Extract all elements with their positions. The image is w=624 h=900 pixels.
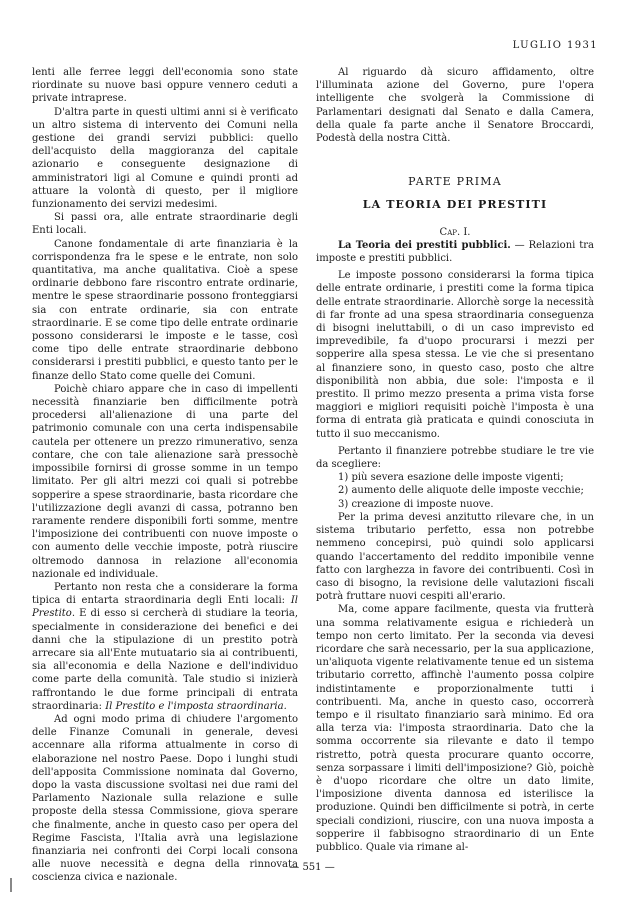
italic-run: Il Prestito e l'imposta straordinaria. xyxy=(105,700,287,712)
paragraph: Ma, come appare facilmente, questa via frutterà una somma relativamente esigua e richiederà un tempo non certo limitato. Per la seconda via devesi ricordare che sarà necessario, per la sua applicazione, un'aliquota vigente relativamente tenue ed un sistema tributario corretto, affinchè l'aumento possa colpire indistintamente e proporzionalmente tutti i contribuenti. Ma, anche in questo caso, occorrerà tempo e il risultato finanziario sarà minimo. Ed ora alla terza via: l'imposta straordinaria. Dato che la somma occorrente sia rilevante e dato il tempo ristretto, potrà questa procurare quanto occorre, senza sorpassare i limiti dell'imposizione? Giò, poichè è d'uopo ricordare che oltre un dato limite, l'imposizione diventa dannosa ed isterilisce la produzione. Quindi ben difficilmente si potrà, in certe speciali condizioni, riuscire, con una nuova imposta a sopperire il fabbisogno straordinario di un Ente pubblico. Quale via rimane al- xyxy=(316,604,594,853)
chapter-heading-bold: La Teoria dei prestiti pubblici. xyxy=(338,239,511,251)
italic-run: Il Prestito xyxy=(32,595,298,620)
paragraph: Si passi ora, alle entrate straordinarie degli Enti locali. xyxy=(32,212,298,237)
paragraph: Pertanto il finanziere potrebbe studiare le tre vie da scegliere: xyxy=(316,445,594,471)
text-run: . E di esso si cercherà di studiare la teoria, specialmente in considerazione dei benefici e dei danni che la stipulazione di un prestito potrà arrecare sia all'Ente mutuatario sia ai contribuenti, sia all'economia e della Nazione e dell'individuo come parte della comunità. Tale studio si inizierà raffrontando le due forme principali di entrata straordinaria: xyxy=(32,608,298,712)
paragraph: Al riguardo dà sicuro affidamento, oltre l'illuminata azione del Governo, pure l'opera intelligente che svolgerà la Commissione di Parlamentari designati dal Senato e dalla Camera, della quale fa parte anche il Senatore Broccardi, Podestà della nostra Città. xyxy=(316,67,594,145)
page-number: — 551 — xyxy=(289,862,335,873)
paragraph: D'altra parte in questi ultimi anni si è verificato un altro sistema di intervento dei Comuni nella gestione dei grandi servizi pubblici: quello dell'acquisto della maggioranza del capitale azionario e conseguente designazione di amministratori ligi al Comune e quindi pronti ad attuare la volontà di questo, per il migliore funzionamento dei servizi medesimi. xyxy=(32,106,298,211)
chapter-heading xyxy=(316,239,594,265)
right-column xyxy=(316,66,594,854)
paragraph: Per la prima devesi anzitutto rilevare che, in un sistema tributario perfetto, essa non potrebbe nemmeno concepirsi, può quindi solo applicarsi quando l'accertamento del reddito imponibile venne fatto con larghezza in favore dei contribuenti. Così in caso di bisogno, la revisione delle valutazioni fiscali potrà fruttare nuovi cespiti all'erario. xyxy=(316,511,594,603)
list-item: 3) creazione di imposte nuove. xyxy=(338,498,494,510)
chapter-heading-rest: — Relazioni tra imposte e prestiti pubblici. xyxy=(316,239,595,265)
list-item: 1) più severa esazione delle imposte vigenti; xyxy=(338,472,564,484)
list-item: 2) aumento delle aliquote delle imposte vecchie; xyxy=(338,485,584,497)
margin-mark xyxy=(10,878,12,892)
paragraph: Le imposte possono considerarsi la forma tipica delle entrate ordinarie, i prestiti come la forma tipica delle entrate straordinarie. Allorchè sorge la necessità di far fronte ad una spesa straordinaria conseguenza di bisogni ineluttabili, o di un caso imprevisto ed imprevedibile, fa d'uopo procurarsi i mezzi per sopperire alla spesa stessa. Le vie che si presentano al finanziere sono, in questo caso, posto che altre disponibilità non abbia, due sole: l'imposta e il prestito. Il primo mezzo presenta a prima vista forse maggiori e migliori requisiti poichè l'imposta è una forma di entrata già praticata e quindi conosciuta in tutto il suo meccanismo. xyxy=(316,270,594,440)
paragraph xyxy=(32,581,298,713)
chapter-label: Cap. I. xyxy=(439,226,471,238)
running-head: LUGLIO 1931 xyxy=(512,40,598,51)
left-column xyxy=(32,66,298,885)
paragraph: lenti alle ferree leggi dell'economia sono state riordinate su nuove basi oppure vennero ceduti a private intraprese. xyxy=(32,67,298,105)
paragraph: Canone fondamentale di arte finanziaria è la corrispondenza fra le spese e le entrate, non solo quantitativa, ma anche qualitativa. Cioè a spese ordinarie debbono fare riscontro entrate ordinarie, mentre le spese straordinarie possono fronteggiarsi sia con entrate ordinarie, sia con entrate straordinarie. E se come tipo delle entrate ordinarie possono considerarsi le imposte e le tasse, così come tipo delle entrate straordinarie debbono considerarsi i prestiti pubblici, e questo tanto per le finanze dello Stato come quelle dei Comuni. xyxy=(32,238,298,382)
text-run: Pertanto non resta che a considerare la forma tipica di entarta straordinaria degli Enti locali: xyxy=(32,581,298,607)
section-title: LA TEORIA DEI PRESTITI xyxy=(362,198,548,212)
part-title: PARTE PRIMA xyxy=(408,175,502,189)
paragraph: Poichè chiaro appare che in caso di impellenti necessità finanziarie ben difficilmente potrà procedersi all'alienazione di una parte del patrimonio comunale con una certa indispensabile cautela per ottenere un prezzo rimunerativo, senza contare, che con tale alienazione sarà pressochè impossibile fornirsi di grosse somme in un tempo limitato. Per gli altri mezzi coi quali si potrebbe sopperire a spese straordinarie, basta ricordare che l'utilizzazione degli avanzi di cassa, potranno ben raramente rendere disponibili forti somme, mentre l'imposizione dei contribuenti con nuove imposte o con aumento delle vecchie imposte, potrà riuscire oltremodo dannosa in relazione all'economia nazionale ed individuale. xyxy=(32,383,298,580)
paragraph: Ad ogni modo prima di chiudere l'argomento delle Finanze Comunali in generale, devesi accennare alla riforma attualmente in corso di elaborazione nel nostro Paese. Dopo i lunghi studi dell'apposita Commissione nominata dal Governo, dopo la vasta discussione svoltasi nei due rami del Parlamento Nazionale sulla relazione e sulle proposte della stessa Commissione, giova sperare che finalmente, anche in questo caso per opera del Regime Fascista, l'Italia avrà una legislazione finanziaria nei confronti dei Corpi locali consona alle nuove necessità e degna della rinnovata coscienza civica e nazionale. xyxy=(32,713,298,884)
